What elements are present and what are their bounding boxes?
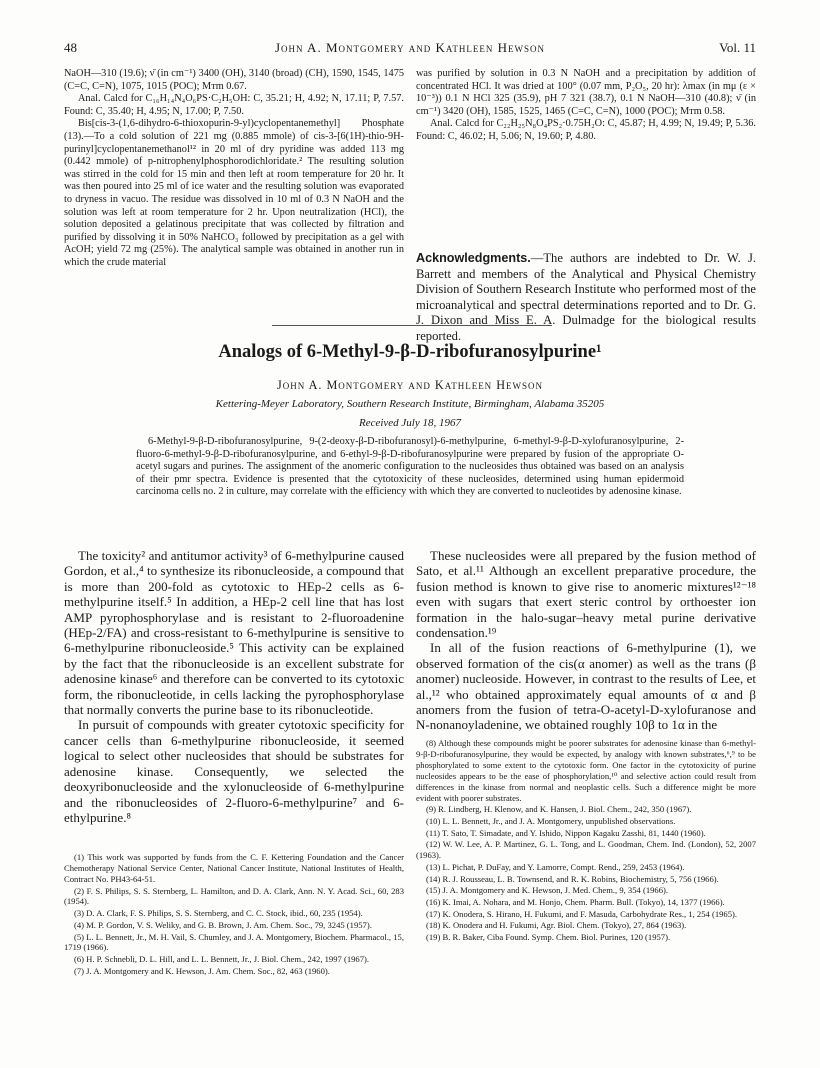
body-paragraph: In all of the fusion reactions of 6-methylpurine (1), we observed formation of the cis(α anomer) as well as the trans (β anomer) nucleoside. However, in contrast to the results of Lee, et al.,¹² who obtained approximately equal amounts of α and β anomers from the fusion of tetra-O-acetyl-D-xylofuranose and N-nonanoyladenine, we obtained roughly 10β to 1α in the (416, 640, 756, 733)
footnote: (1) This work was supported by funds from the C. F. Kettering Foundation and the Cancer Chemotherapy National Service Center, National Cancer Institute, National Institutes of Health, Contract No. PH43-64-51. (64, 852, 404, 884)
footnote: (6) H. P. Schnebli, D. L. Hill, and L. L. Bennett, Jr., J. Biol. Chem., 242, 1997 (1967). (74, 954, 370, 965)
footnote: (10) L. L. Bennett, Jr., and J. A. Montgomery, unpublished observations. (426, 815, 676, 826)
footnote: (5) L. L. Bennett, Jr., M. H. Vail, S. Chumley, and J. A. Montgomery, Biochem. Pharmacol., 15, 1719 (1966). (64, 931, 404, 953)
experimental-continuation-left (64, 68, 404, 311)
footnote: (13) L. Pichat, P. DuFay, and Y. Lamorre, Compt. Rend., 259, 2453 (1964). (426, 861, 685, 872)
experimental-paragraph: Bis[cis-3-(1,6-dihydro-6-thioxopurin-9-yl)cyclopentanemethyl] Phosphate (13).—To a cold solution of 221 mg (0.885 mmole) of cis-3-[6(1H)-thio-9H-purinyl]cyclopentanemethanol¹² in 20 ml of dry pyridine was added 113 mg (0.442 mmole) of p-nitrophenylphosphorodichloridate.² The resulting solution was stirred in the cold for 15 min and then left at room temperature for 20 hr. It was then poured into 25 ml of ice water and the resulting solution was evaporated to dryness in vacuo. The residue was dissolved in 10 ml of 0.3 N NaOH and the solution was left at room temperature for 2 hr. Upon neutralization (HCl), the solution deposited a gelatinous precipitate that was collected by filtration and purified by dissolving it in 50% NaHCO₃ followed by precipitation as a gel with AcOH; yield 72 mg (25%). The analytical sample was obtained in another run in which the crude material (64, 118, 404, 268)
footnote: (7) J. A. Montgomery and K. Hewson, J. Am. Chem. Soc., 82, 463 (1960). (74, 965, 330, 976)
footnote: (8) Although these compounds might be poorer substrates for adenosine kinase than 6-methyl-9-β-D-ribofuranosylpurine, they would be expected, by analogy with known substrates,⁶,⁹ to be phosphorylated to some extent to the cytotoxic form. One factor in the cytotoxicity of purine nucleosides appears to be the ease of phosphorylation,¹⁰ and selective action could result from differences in the kinase from normal and neoplastic cells. Such a difference might be more evident with poorer substrates. (416, 738, 756, 803)
experimental-paragraph: Anal. Calcd for C₁₆H₁₄N₄O₆PS·C₂H₅OH: C, 35.21; H, 4.92; N, 17.11; P, 7.57. Found: C, 35.40; H, 4.95; N, 17.00; P, 7.50. (64, 93, 404, 117)
page-number: 48 (64, 40, 77, 55)
running-header (64, 40, 756, 60)
running-title: John A. Montgomery and Kathleen Hewson (274, 40, 546, 55)
footnote: (15) J. A. Montgomery and K. Hewson, J. Med. Chem., 9, 354 (1966). (426, 885, 669, 896)
experimental-paragraph: Anal. Calcd for C₂₂H₂₅N₈O₄PS₂·0.75H₂O: C, 45.87; H, 4.99; N, 19.49; P, 5.36. Found: C, 46.02; H, 5.06; N, 19.60; P, 4.80. (416, 118, 756, 142)
article-authors: John A. Montgomery and Kathleen Hewson (276, 378, 544, 392)
footnote: (4) M. P. Gordon, V. S. Weliky, and G. B. Brown, J. Am. Chem. Soc., 79, 3245 (1957). (74, 919, 372, 930)
footnote: (3) D. A. Clark, F. S. Philips, S. S. Sternberg, and C. C. Stock, ibid., 60, 235 (1954). (74, 908, 363, 919)
footnote: (9) R. Lindberg, H. Klenow, and K. Hansen, J. Biol. Chem., 242, 350 (1967). (426, 804, 692, 815)
section-divider (272, 325, 552, 326)
footnote: (19) B. R. Baker, Ciba Found. Symp. Chem. Biol. Purines, 120 (1957). (426, 932, 671, 943)
footnotes-left (64, 852, 404, 1062)
acknowledgments-text: —The authors are indebted to Dr. W. J. Barrett and members of the Analytical and Physical Chemistry Division of Southern Research Institute who performed most of the microanalytical and spectral determinations reported and to Dr. G. J. Dixon and Miss E. A. Dulmadge for the biological results reported. (416, 251, 756, 343)
acknowledgments (416, 251, 756, 343)
body-column-right (416, 548, 756, 733)
footnote: (14) R. J. Rousseau, L. B. Townsend, and R. K. Robins, Biochemistry, 5, 756 (1966). (426, 873, 719, 884)
footnote: (11) T. Sato, T. Simadate, and Y. Ishido, Nippon Kagaku Zasshi, 81, 1440 (1960). (426, 827, 706, 838)
article-title: Analogs of 6-Methyl-9-β-D-ribofuranosylpurine¹ (218, 342, 602, 362)
acknowledgments-heading: Acknowledgments. (416, 251, 531, 265)
article-affiliation: Kettering-Meyer Laboratory, Southern Research Institute, Birmingham, Alabama 35205 (215, 398, 605, 410)
footnote: (2) F. S. Philips, S. S. Sternberg, L. Hamilton, and D. A. Clark, Ann. N. Y. Acad. Sci., 60, 283 (1954). (64, 885, 404, 907)
body-column-left (64, 548, 404, 830)
received-date: Received July 18, 1967 (358, 417, 461, 429)
body-paragraph: The toxicity² and antitumor activity³ of 6-methylpurine caused Gordon, et al.,⁴ to synthesize its ribonucleoside, a compound that is more than 200-fold as cytotoxic to HEp-2 cells as 6-methylpurine itself.⁵ In addition, a HEp-2 cell line that has lost AMP pyrophosphorylase and is resistant to 2-fluoroadenine (HEp-2/FA) and cross-resistant to 6-methylpurine is sensitive to 6-methylpurine ribonucleoside.⁵ This activity can be explained by the fact that the ribonucleoside is an excellent substrate for adenosine kinase⁶ and therefore can be converted to its cytotoxic form, the ribonucleotide, in cells lacking the pyrophosphorylase that normally converts the purine base to its ribonucleotide. (64, 548, 404, 718)
footnote: (17) K. Onodera, S. Hirano, H. Fukumi, and F. Masuda, Carbohydrate Res., 1, 254 (1965). (426, 908, 738, 919)
experimental-continuation-right (416, 68, 756, 188)
body-paragraph: In pursuit of compounds with greater cytotoxic specificity for cancer cells than 6-methylpurine ribonucleoside, it seemed logical to select other nucleosides that should be substrates for adenosine kinase. Consequently, we selected the deoxyribonucleoside and the xylonucleoside of 6-methylpurine and the ribonucleosides of 2-fluoro-6-methylpurine⁷ and 6-ethylpurine.⁸ (64, 717, 404, 825)
footnote: (18) K. Onodera and H. Fukumi, Agr. Biol. Chem. (Tokyo), 27, 864 (1963). (426, 920, 687, 931)
experimental-paragraph: was purified by solution in 0.3 N NaOH and a precipitation by addition of concentrated HCl. It was dried at 100° (0.07 mm, P₂O₅, 20 hr): λmax (in mμ (ε × 10⁻³)) 0.1 N HCl 325 (35.9), pH 7 321 (38.7), 0.1 N NaOH—310 (40.8); ν̄ (in cm⁻¹) 3420 (OH), 1585, 1525, 1465 (C=C, C=N), 1000 (POC); Mᴛm 0.58. (416, 68, 756, 117)
footnotes-right (416, 738, 756, 1062)
footnote: (16) K. Imai, A. Nohara, and M. Honjo, Chem. Pharm. Bull. (Tokyo), 14, 1377 (1966). (426, 897, 725, 908)
experimental-paragraph: NaOH—310 (19.6); ν̄ (in cm⁻¹) 3400 (OH), 3140 (broad) (CH), 1590, 1545, 1475 (C=C, C=N), 1075, 1015 (POC); Mᴛm 0.67. (64, 68, 404, 92)
footnote: (12) W. W. Lee, A. P. Martinez, G. L. Tong, and L. Goodman, Chem. Ind. (London), 52, 2007 (1963). (416, 839, 756, 861)
abstract: 6-Methyl-9-β-D-ribofuranosylpurine, 9-(2-deoxy-β-D-ribofuranosyl)-6-methylpurine, 6-methyl-9-β-D-xylofuranosylpurine, 2-fluoro-6-methyl-9-β-D-ribofuranosylpurine, and 6-ethyl-9-β-D-ribofuranosylpurine were prepared by fusion of the appropriate O-acetyl sugars and purines. The assignment of the anomeric configuration to the nucleosides thus obtained was based on an analysis of their pmr spectra. Evidence is presented that the cytotoxicity of these nucleosides, determined using human epidermoid carcinoma cells no. 2 in culture, may correlate with the efficiency with which they are converted to nucleotides by adenosine kinase. (136, 436, 684, 498)
volume-label: Vol. 11 (719, 40, 756, 55)
body-paragraph: These nucleosides were all prepared by the fusion method of Sato, et al.¹¹ Although an excellent preparative procedure, the fusion method is known to give rise to anomeric mixtures¹²⁻¹⁸ even with sugars that exert steric control by orthoester ion formation in the halo-sugar–heavy metal purine derivative condensation.¹⁹ (416, 548, 756, 641)
